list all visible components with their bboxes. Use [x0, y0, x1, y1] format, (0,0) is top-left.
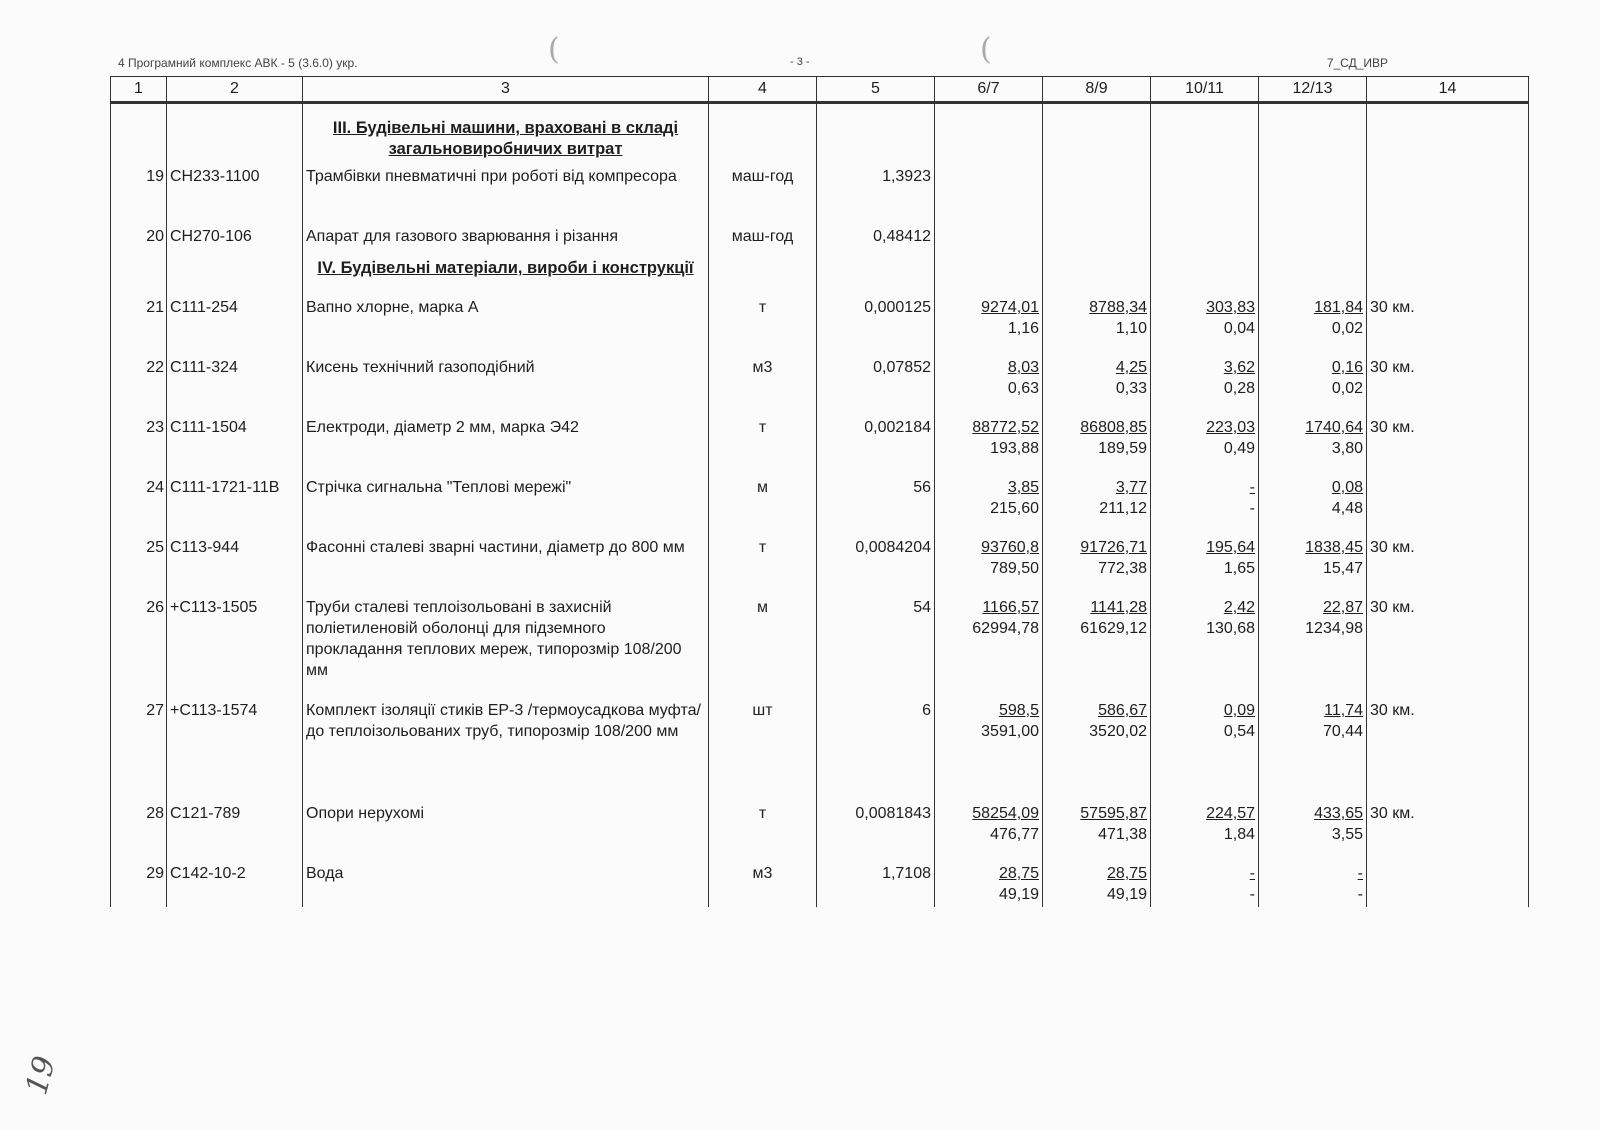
quantity: 54: [817, 591, 935, 694]
total-cost: 211,12: [1099, 500, 1147, 517]
unit-price: 598,5: [998, 702, 1039, 719]
resource-name: Опори нерухомі: [303, 797, 709, 857]
unit: т: [709, 411, 817, 471]
unit-price: 58254,09: [972, 805, 1039, 822]
handwritten-page-mark: 19: [19, 1052, 63, 1099]
table-row: [111, 694, 1529, 797]
unit-price: 586,67: [1098, 702, 1147, 719]
resources-table: [110, 76, 1529, 907]
total-cost: 3,80: [1331, 440, 1363, 457]
table-row: [111, 471, 1529, 531]
unit-price: 433,65: [1314, 805, 1363, 822]
unit-price: 1838,45: [1305, 539, 1363, 556]
column-header: 14: [1367, 77, 1529, 103]
total-cost: -: [1249, 886, 1255, 903]
price-cost-12-13: [1259, 411, 1367, 471]
total-cost: 215,60: [990, 500, 1039, 517]
resource-code: С111-254: [167, 291, 303, 351]
total-cost: -: [1249, 500, 1255, 517]
unit-price: 8788,34: [1089, 299, 1147, 316]
total-cost: 0,04: [1223, 320, 1255, 337]
column-header: 6/7: [935, 77, 1043, 103]
price-cost-12-13: [1259, 351, 1367, 411]
price-cost-6-7: [935, 797, 1043, 857]
unit-price: 0,08: [1331, 479, 1363, 496]
price-cost-10-11: [1151, 351, 1259, 411]
resource-name: Вапно хлорне, марка А: [303, 291, 709, 351]
unit: м: [709, 471, 817, 531]
unit-price: 2,42: [1223, 599, 1255, 616]
transport-distance: 30 км.: [1367, 797, 1529, 857]
price-cost-10-11: [1151, 531, 1259, 591]
unit-price: 28,75: [1106, 865, 1147, 882]
transport-distance: 30 км.: [1367, 351, 1529, 411]
row-number: 22: [111, 351, 167, 411]
unit: шт: [709, 694, 817, 797]
section-title-materials: IV. Будівельні матеріали, вироби і конструкції: [303, 256, 709, 291]
unit-price: 57595,87: [1080, 805, 1147, 822]
unit: т: [709, 797, 817, 857]
total-cost: 49,19: [998, 886, 1039, 903]
column-header: 4: [709, 77, 817, 103]
total-cost: 61629,12: [1080, 620, 1147, 637]
price-cost-10-11: [1151, 694, 1259, 797]
row-number: 29: [111, 857, 167, 907]
unit: т: [709, 531, 817, 591]
price-cost-6-7: [935, 857, 1043, 907]
transport-distance: [1367, 857, 1529, 907]
resource-code: СН270-106: [167, 220, 303, 256]
transport-distance: [1367, 471, 1529, 531]
table-row: [111, 291, 1529, 351]
row-number: 21: [111, 291, 167, 351]
unit-price: 8,03: [1007, 359, 1039, 376]
price-cost-6-7: [935, 291, 1043, 351]
quantity: 0,48412: [817, 220, 935, 256]
price-cost-12-13: [1259, 694, 1367, 797]
price-cost-10-11: [1151, 591, 1259, 694]
unit-price: 3,62: [1223, 359, 1255, 376]
row-number: 20: [111, 220, 167, 256]
price-cost-8-9: [1043, 351, 1151, 411]
transport-distance: 30 км.: [1367, 291, 1529, 351]
quantity: 0,0084204: [817, 531, 935, 591]
price-cost-10-11: [1151, 471, 1259, 531]
unit-price: 223,03: [1206, 419, 1255, 436]
unit-price: 181,84: [1314, 299, 1363, 316]
resource-name: Вода: [303, 857, 709, 907]
column-header: 2: [167, 77, 303, 103]
price-cost-8-9: [1043, 797, 1151, 857]
column-number-row: [111, 77, 1529, 103]
unit-price: -: [1249, 479, 1255, 496]
price-cost-8-9: [1043, 694, 1151, 797]
row-number: 28: [111, 797, 167, 857]
row-number: 19: [111, 160, 167, 220]
price-cost-10-11: [1151, 291, 1259, 351]
total-cost: 3520,02: [1089, 723, 1147, 740]
unit-price: 11,74: [1324, 702, 1363, 719]
total-cost: 15,47: [1322, 560, 1363, 577]
total-cost: 130,68: [1206, 620, 1255, 637]
table-row: [111, 411, 1529, 471]
transport-distance: 30 км.: [1367, 531, 1529, 591]
table-row: [111, 160, 1529, 220]
row-number: 26: [111, 591, 167, 694]
table-row: [111, 591, 1529, 694]
price-cost-6-7: [935, 694, 1043, 797]
resource-code: С121-789: [167, 797, 303, 857]
total-cost: 471,38: [1098, 826, 1147, 843]
price-cost-8-9: [1043, 591, 1151, 694]
column-header: 3: [303, 77, 709, 103]
section-title-machines: III. Будівельні машини, враховані в складі загальновиробничих витрат: [303, 103, 709, 161]
unit-price: -: [1249, 865, 1255, 882]
total-cost: 3591,00: [981, 723, 1039, 740]
resource-name: Комплект ізоляції стиків ЕР-3 /термоусадкова муфта/ до теплоізольованих труб, типорозмір 108/200 мм: [303, 694, 709, 797]
quantity: 0,0081843: [817, 797, 935, 857]
scan-mark: (: [980, 32, 992, 67]
unit-price: 3,77: [1115, 479, 1147, 496]
total-cost: -: [1357, 886, 1363, 903]
price-cost-6-7: [935, 591, 1043, 694]
total-cost: 4,48: [1331, 500, 1363, 517]
page-number: - 3 -: [790, 56, 810, 68]
column-header: 1: [111, 77, 167, 103]
unit-price: 88772,52: [972, 419, 1039, 436]
total-cost: 3,55: [1331, 826, 1363, 843]
total-cost: 1,84: [1223, 826, 1255, 843]
table-row: [111, 857, 1529, 907]
row-number: 25: [111, 531, 167, 591]
table-row: [111, 531, 1529, 591]
resource-name: Трамбівки пневматичні при роботі від компресора: [303, 160, 709, 220]
total-cost: 70,44: [1322, 723, 1363, 740]
resource-code: С111-1721-11В: [167, 471, 303, 531]
unit: т: [709, 291, 817, 351]
table-row: [111, 351, 1529, 411]
price-cost-8-9: [1043, 471, 1151, 531]
total-cost: 0,33: [1115, 380, 1147, 397]
program-header: 4 Програмний комплекс АВК - 5 (3.6.0) укр.: [118, 56, 358, 70]
total-cost: 0,02: [1331, 320, 1363, 337]
total-cost: 1234,98: [1305, 620, 1363, 637]
total-cost: 0,54: [1223, 723, 1255, 740]
price-cost-10-11: [1151, 857, 1259, 907]
row-number: 24: [111, 471, 167, 531]
unit-price: 4,25: [1115, 359, 1147, 376]
total-cost: 0,02: [1331, 380, 1363, 397]
total-cost: 1,10: [1115, 320, 1147, 337]
total-cost: 0,49: [1223, 440, 1255, 457]
total-cost: 476,77: [990, 826, 1039, 843]
unit-price: 86808,85: [1080, 419, 1147, 436]
resource-code: +С113-1574: [167, 694, 303, 797]
price-cost-12-13: [1259, 591, 1367, 694]
quantity: 0,000125: [817, 291, 935, 351]
resource-code: С111-324: [167, 351, 303, 411]
unit-price: 28,75: [998, 865, 1039, 882]
section-row: [111, 256, 1529, 291]
document-code: 7_СД_ИВР: [1326, 56, 1388, 70]
unit: маш-год: [709, 160, 817, 220]
unit-price: 1141,28: [1090, 599, 1147, 616]
price-cost-6-7: [935, 471, 1043, 531]
price-cost-12-13: [1259, 471, 1367, 531]
table-row: [111, 797, 1529, 857]
quantity: 0,07852: [817, 351, 935, 411]
unit-price: 195,64: [1206, 539, 1255, 556]
unit-price: 0,16: [1331, 359, 1363, 376]
quantity: 6: [817, 694, 935, 797]
total-cost: 62994,78: [972, 620, 1039, 637]
resource-name: Труби сталеві теплоізольовані в захисній поліетиленовій оболонці для підземного прокладання теплових мереж, типорозмір 108/200 мм: [303, 591, 709, 694]
unit: маш-год: [709, 220, 817, 256]
unit-price: 3,85: [1007, 479, 1039, 496]
column-header: 12/13: [1259, 77, 1367, 103]
unit: м: [709, 591, 817, 694]
unit-price: 93760,8: [981, 539, 1039, 556]
resource-name: Кисень технічний газоподібний: [303, 351, 709, 411]
column-header: 5: [817, 77, 935, 103]
price-cost-6-7: [935, 351, 1043, 411]
unit-price: 1166,57: [982, 599, 1039, 616]
total-cost: 193,88: [990, 440, 1039, 457]
price-cost-12-13: [1259, 857, 1367, 907]
price-cost-10-11: [1151, 411, 1259, 471]
unit-price: 1740,64: [1305, 419, 1363, 436]
total-cost: 189,59: [1098, 440, 1147, 457]
unit-price: 0,09: [1223, 702, 1255, 719]
transport-distance: 30 км.: [1367, 591, 1529, 694]
unit: м3: [709, 857, 817, 907]
resource-code: С113-944: [167, 531, 303, 591]
price-cost-8-9: [1043, 411, 1151, 471]
quantity: 0,002184: [817, 411, 935, 471]
total-cost: 0,63: [1007, 380, 1039, 397]
resource-name: Електроди, діаметр 2 мм, марка Э42: [303, 411, 709, 471]
total-cost: 49,19: [1106, 886, 1147, 903]
unit-price: 303,83: [1206, 299, 1255, 316]
transport-distance: 30 км.: [1367, 411, 1529, 471]
price-cost-6-7: [935, 411, 1043, 471]
resource-name: Стрічка сигнальна "Теплові мережі": [303, 471, 709, 531]
price-cost-10-11: [1151, 797, 1259, 857]
resource-code: +С113-1505: [167, 591, 303, 694]
row-number: 23: [111, 411, 167, 471]
quantity: 56: [817, 471, 935, 531]
unit-price: -: [1357, 865, 1363, 882]
column-header: 10/11: [1151, 77, 1259, 103]
row-number: 27: [111, 694, 167, 797]
table-row: [111, 220, 1529, 256]
quantity: 1,3923: [817, 160, 935, 220]
unit-price: 9274,01: [981, 299, 1039, 316]
scan-mark: (: [548, 32, 560, 67]
total-cost: 772,38: [1098, 560, 1147, 577]
total-cost: 789,50: [990, 560, 1039, 577]
price-cost-12-13: [1259, 291, 1367, 351]
resource-code: С111-1504: [167, 411, 303, 471]
total-cost: 1,16: [1007, 320, 1039, 337]
price-cost-8-9: [1043, 857, 1151, 907]
price-cost-12-13: [1259, 797, 1367, 857]
resource-code: С142-10-2: [167, 857, 303, 907]
unit: м3: [709, 351, 817, 411]
unit-price: 224,57: [1206, 805, 1255, 822]
total-cost: 1,65: [1223, 560, 1255, 577]
transport-distance: 30 км.: [1367, 694, 1529, 797]
resource-name: Апарат для газового зварювання і різання: [303, 220, 709, 256]
quantity: 1,7108: [817, 857, 935, 907]
price-cost-8-9: [1043, 291, 1151, 351]
price-cost-8-9: [1043, 531, 1151, 591]
column-header: 8/9: [1043, 77, 1151, 103]
price-cost-6-7: [935, 531, 1043, 591]
resource-name: Фасонні сталеві зварні частини, діаметр до 800 мм: [303, 531, 709, 591]
unit-price: 22,87: [1322, 599, 1363, 616]
price-cost-12-13: [1259, 531, 1367, 591]
unit-price: 91726,71: [1080, 539, 1147, 556]
resource-code: СН233-1100: [167, 160, 303, 220]
total-cost: 0,28: [1223, 380, 1255, 397]
section-row: [111, 103, 1529, 161]
